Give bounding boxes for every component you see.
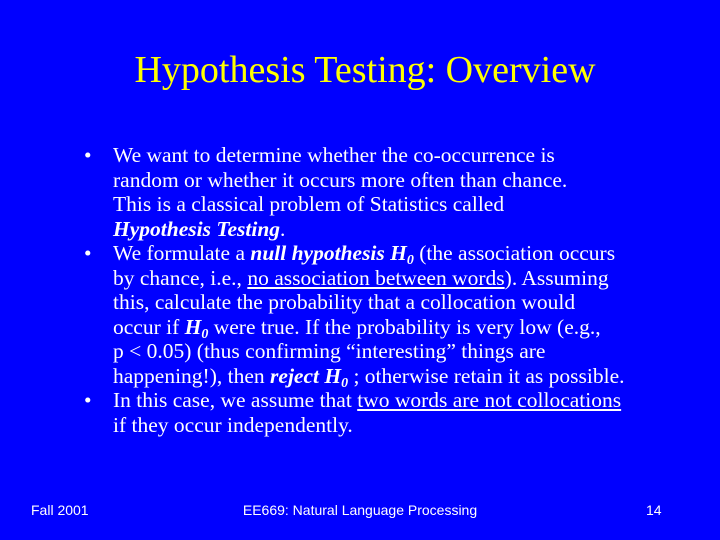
bullet-line: happening!), then reject $H_0$ ; otherwise retain it as possible. xyxy=(113,363,625,391)
bullet-line: This is a classical problem of Statistics called xyxy=(113,192,505,216)
bullet-line: if they occur independently. xyxy=(113,412,353,437)
bullet-line: random or whether it occurs more often than chance. xyxy=(113,167,568,192)
bullet-dot-icon: • xyxy=(84,241,92,265)
slide-title: Hypothesis Testing: Overview xyxy=(134,49,596,91)
bullet-dot-icon: • xyxy=(84,388,92,412)
bullet-line: Hypothesis Testing. xyxy=(113,216,286,241)
footer-date: Fall 2001 xyxy=(31,502,89,518)
emphasis-hypothesis-testing: Hypothesis Testing xyxy=(113,216,281,241)
bullet-item xyxy=(80,388,700,437)
footer-course: EE669: Natural Language Processing xyxy=(242,502,478,518)
bullet-line: p < 0.05) (thus confirming “interesting” things are xyxy=(113,339,546,363)
bullet-line: We want to determine whether the co-occurrence is xyxy=(113,143,555,167)
bullet-line: We formulate a null hypothesis $H_0$ (the association occurs xyxy=(113,241,616,268)
underline-not-collocations: two words are not collocations xyxy=(357,388,622,412)
bullet-line: this, calculate the probability that a collocation would xyxy=(113,290,576,314)
bullet-dot-icon: • xyxy=(84,143,92,167)
underline-no-association: no association between words xyxy=(247,265,505,290)
emphasis-null-hypothesis: null hypothesis H xyxy=(250,241,407,265)
footer-page-number: 14 xyxy=(646,502,662,518)
bullet-list xyxy=(80,143,700,437)
bullet-item xyxy=(80,143,700,241)
bullet-line: In this case, we assume that two words are not collocations xyxy=(113,388,622,412)
emphasis-reject: reject H xyxy=(270,363,342,388)
bullet-item xyxy=(80,241,700,391)
bullet-line: by chance, i.e., no association between words). Assuming xyxy=(113,265,609,290)
bullet-line: occur if $H_0$ were true. If the probability is very low (e.g., xyxy=(113,314,601,342)
